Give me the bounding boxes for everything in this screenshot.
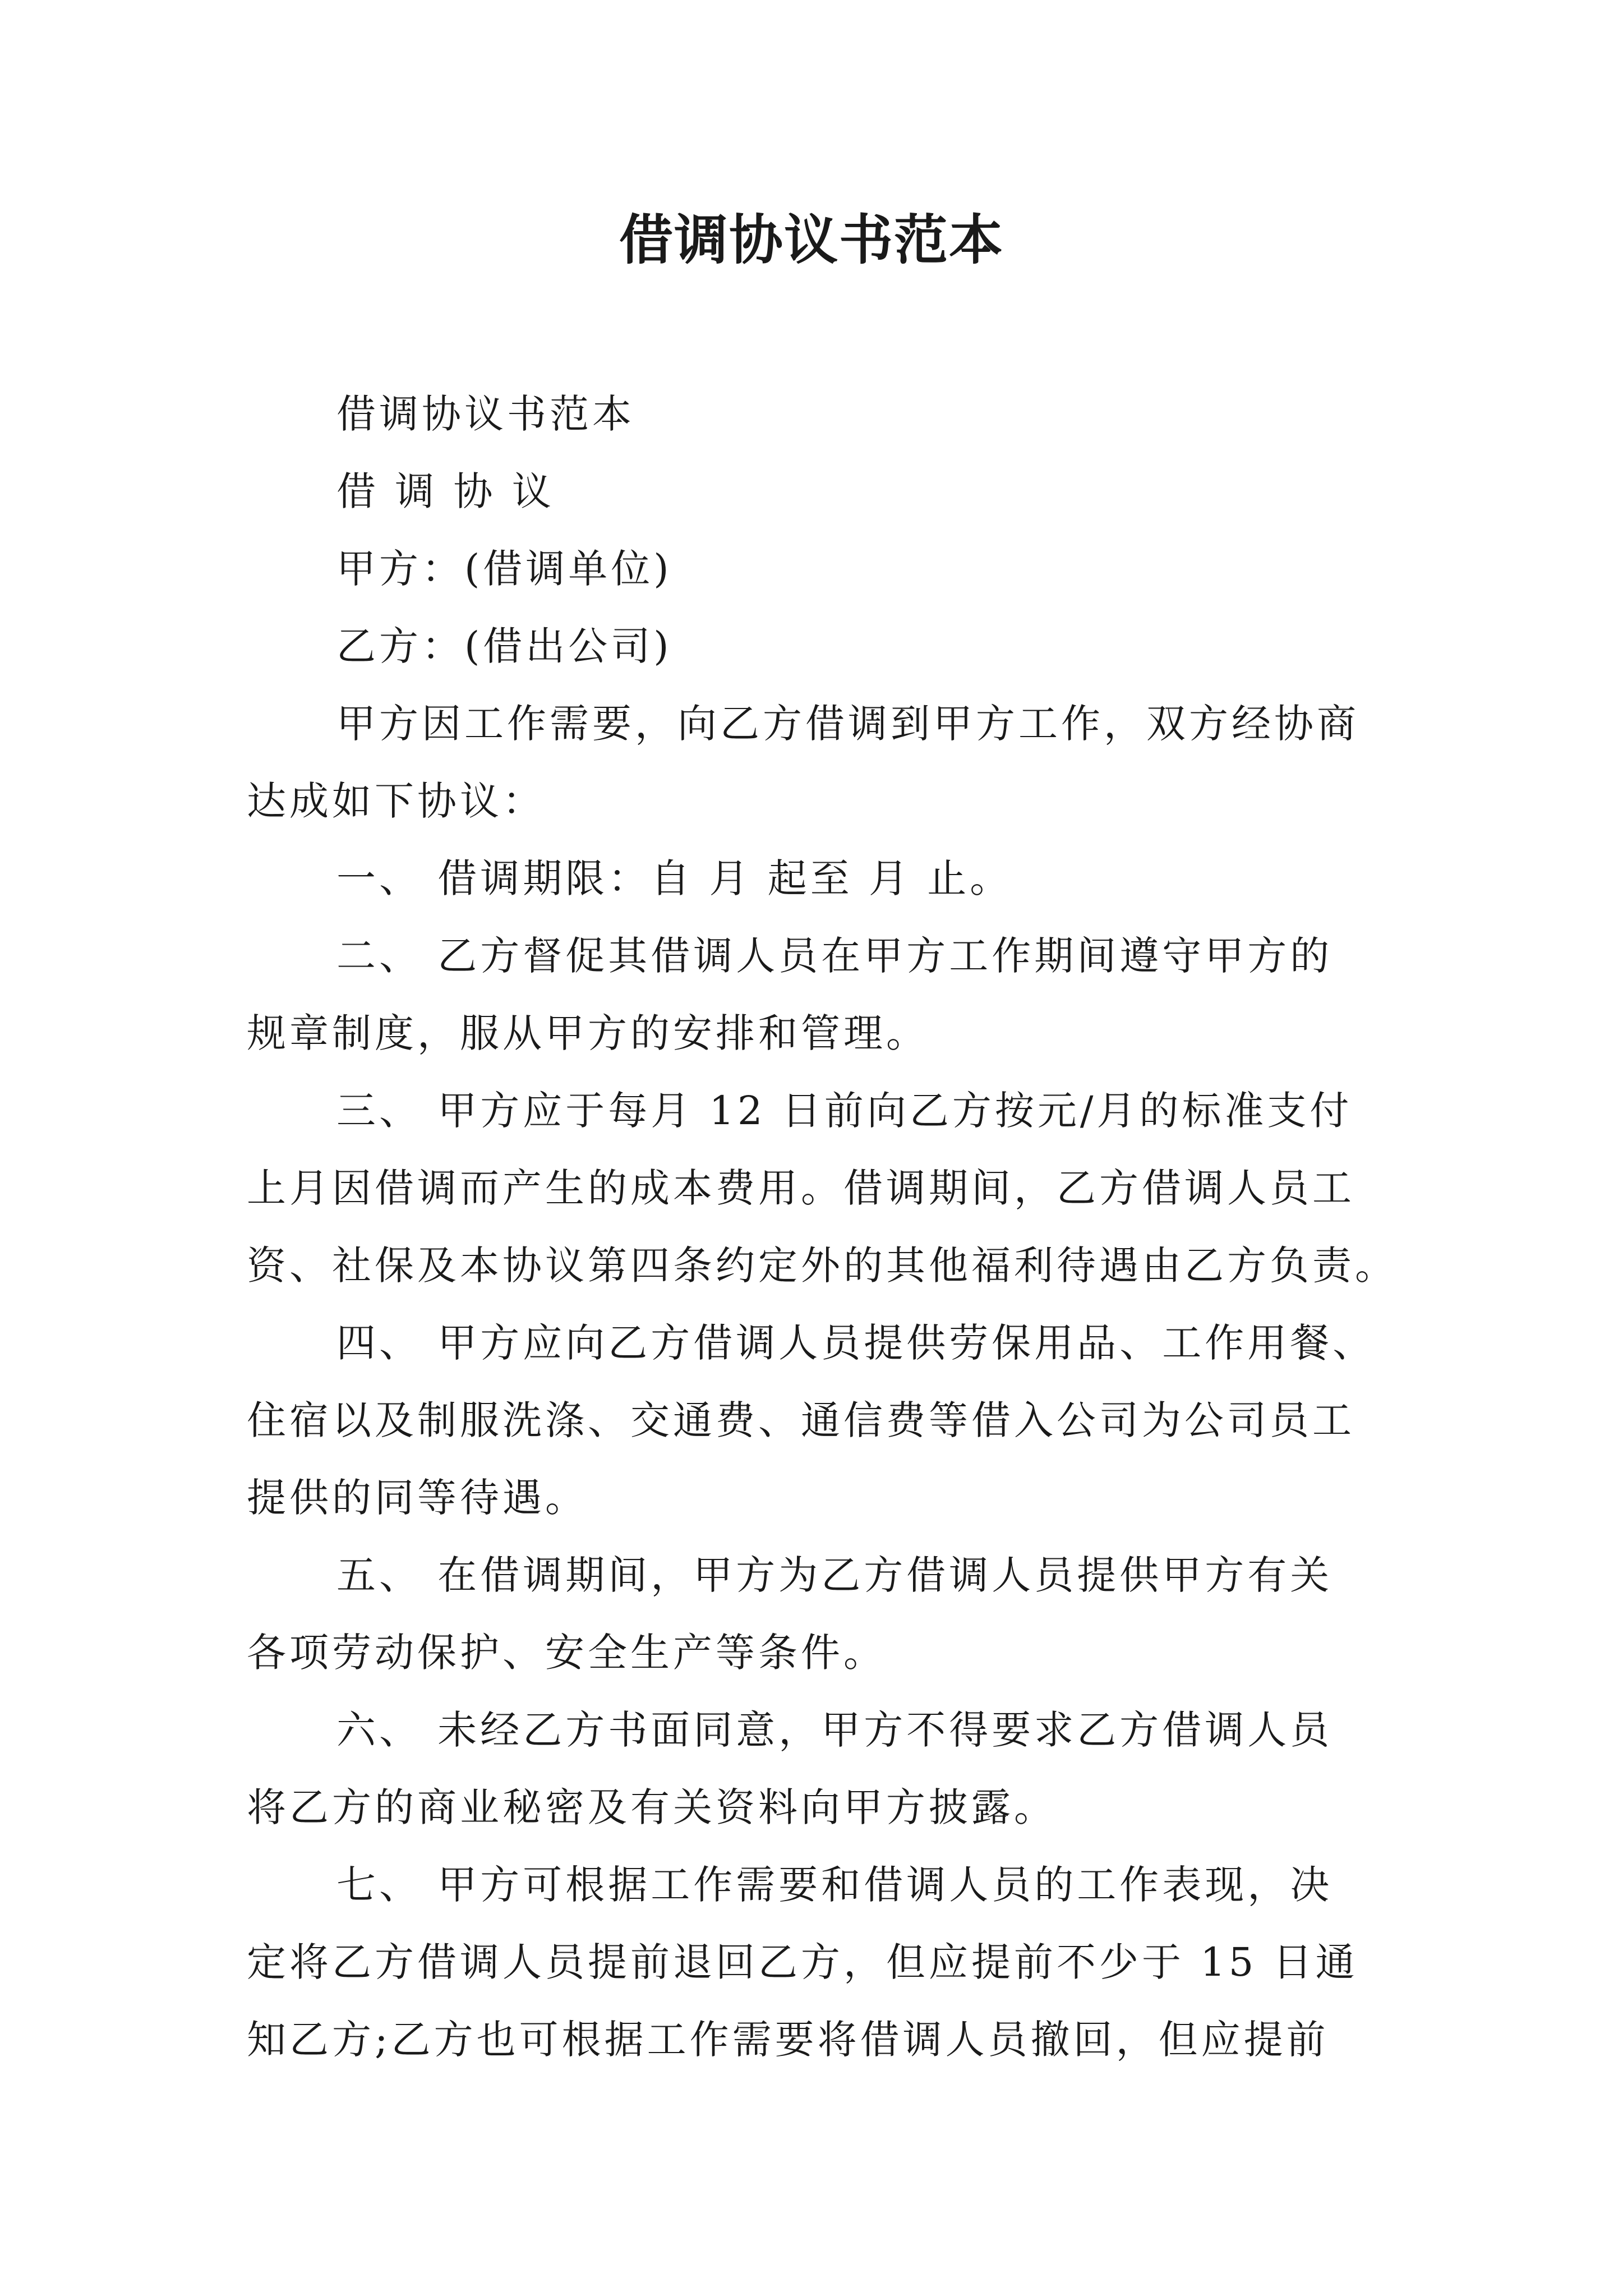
- doc-line-clause-4c: 提供的同等待遇。: [247, 1475, 588, 1521]
- doc-line-clause-7c: 知乙方;乙方也可根据工作需要将借调人员撤回，但应提前: [247, 2017, 1329, 2063]
- doc-line-clause-5a: 五、 在借调期间，甲方为乙方借调人员提供甲方有关: [336, 1552, 1333, 1598]
- doc-line-clause-7b: 定将乙方借调人员提前退回乙方，但应提前不少于 15 日通: [247, 1939, 1358, 1985]
- doc-line-clause-6a: 六、 未经乙方书面同意，甲方不得要求乙方借调人员: [336, 1707, 1333, 1753]
- doc-line-clause-3c: 资、社保及本协议第四条约定外的其他福利待遇由乙方负责。: [247, 1243, 1398, 1289]
- doc-line-party-a: 甲方：(借调单位): [336, 546, 672, 592]
- doc-line-party-b: 乙方：(借出公司): [336, 623, 672, 669]
- document-title: 借调协议书范本: [619, 208, 1004, 272]
- doc-line-clause-5b: 各项劳动保护、安全生产等条件。: [247, 1630, 886, 1676]
- doc-line-subtitle: 借调协议书范本: [336, 391, 635, 437]
- doc-line-clause-2b: 规章制度，服从甲方的安排和管理。: [247, 1010, 929, 1056]
- doc-line-heading: 借 调 协 议: [336, 468, 555, 514]
- doc-line-clause-6b: 将乙方的商业秘密及有关资料向甲方披露。: [247, 1784, 1057, 1830]
- doc-line-intro-2: 达成如下协议：: [247, 778, 545, 824]
- doc-line-clause-3b: 上月因借调而产生的成本费用。借调期间，乙方借调人员工: [247, 1165, 1355, 1211]
- doc-line-clause-2a: 二、 乙方督促其借调人员在甲方工作期间遵守甲方的: [336, 933, 1333, 979]
- doc-line-intro-1: 甲方因工作需要，向乙方借调到甲方工作，双方经协商: [336, 701, 1359, 747]
- doc-line-clause-3a: 三、 甲方应于每月 12 日前向乙方按元/月的标准支付: [336, 1088, 1353, 1134]
- doc-line-clause-4a: 四、 甲方应向乙方借调人员提供劳保用品、工作用餐、: [336, 1320, 1376, 1366]
- doc-line-clause-1: 一、 借调期限：自 月 起至 月 止。: [336, 855, 1013, 901]
- doc-line-clause-7a: 七、 甲方可根据工作需要和借调人员的工作表现，决: [336, 1862, 1333, 1908]
- doc-line-clause-4b: 住宿以及制服洗涤、交通费、通信费等借入公司为公司员工: [247, 1397, 1355, 1443]
